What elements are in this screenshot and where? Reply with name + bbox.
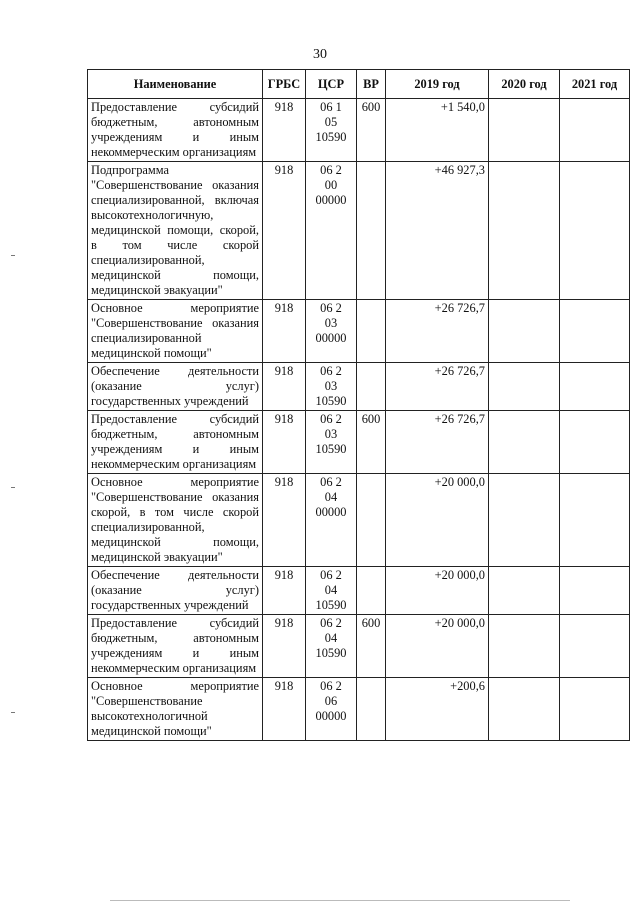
header-name: Наименование (88, 70, 263, 99)
row-grbs: 918 (263, 615, 306, 678)
row-2021 (560, 678, 630, 741)
header-csr: ЦСР (306, 70, 357, 99)
row-name: Обеспечение деятельности (оказание услуг) государственных учреждений (88, 363, 263, 411)
row-vr (357, 162, 386, 300)
row-vr (357, 300, 386, 363)
header-vr: ВР (357, 70, 386, 99)
row-grbs: 918 (263, 474, 306, 567)
row-2019: +26 726,7 (386, 411, 489, 474)
row-csr: 06 2 04 10590 (306, 615, 357, 678)
row-2019: +20 000,0 (386, 474, 489, 567)
row-name: Обеспечение деятельности (оказание услуг) государственных учреждений (88, 567, 263, 615)
page-number: 30 (313, 47, 327, 62)
table-row (88, 300, 630, 363)
row-2019: +20 000,0 (386, 615, 489, 678)
row-name: Предоставление субсидий бюджетным, автономным учреждениям и иным некоммерческим организациям (88, 99, 263, 162)
row-2021 (560, 162, 630, 300)
header-2021: 2021 год (560, 70, 630, 99)
row-grbs: 918 (263, 99, 306, 162)
row-vr (357, 567, 386, 615)
row-csr: 06 2 04 10590 (306, 567, 357, 615)
row-vr: 600 (357, 411, 386, 474)
row-2021 (560, 615, 630, 678)
header-2020: 2020 год (489, 70, 560, 99)
row-vr (357, 363, 386, 411)
row-2019: +26 726,7 (386, 363, 489, 411)
scan-edge-line (110, 900, 570, 901)
row-2020 (489, 363, 560, 411)
row-2019: +1 540,0 (386, 99, 489, 162)
row-2021 (560, 300, 630, 363)
table-row (88, 99, 630, 162)
table-header-row (88, 70, 630, 99)
row-grbs: 918 (263, 678, 306, 741)
row-grbs: 918 (263, 567, 306, 615)
scan-mark (11, 255, 15, 256)
row-name: Подпрограмма "Совершенствование оказания специализированной, включая высокотехнологичную, медицинской помощи, скорой, в том числе скорой специализированной, медицинской помощи, медицинской эвакуации" (88, 162, 263, 300)
row-vr (357, 678, 386, 741)
row-2019: +20 000,0 (386, 567, 489, 615)
row-name: Основное мероприятие "Совершенствование оказания скорой, в том числе скорой специализированной, медицинской помощи, медицинской эвакуации" (88, 474, 263, 567)
header-grbs: ГРБС (263, 70, 306, 99)
row-2019: +26 726,7 (386, 300, 489, 363)
row-csr: 06 2 03 00000 (306, 300, 357, 363)
row-grbs: 918 (263, 411, 306, 474)
row-vr: 600 (357, 99, 386, 162)
table-row (88, 162, 630, 300)
row-2021 (560, 567, 630, 615)
row-2021 (560, 411, 630, 474)
row-csr: 06 2 03 10590 (306, 363, 357, 411)
table-row (88, 615, 630, 678)
row-2021 (560, 474, 630, 567)
row-csr: 06 2 00 00000 (306, 162, 357, 300)
budget-table (87, 69, 630, 741)
row-grbs: 918 (263, 363, 306, 411)
row-2020 (489, 99, 560, 162)
row-2020 (489, 474, 560, 567)
row-2021 (560, 99, 630, 162)
row-name: Предоставление субсидий бюджетным, автономным учреждениям и иным некоммерческим организациям (88, 615, 263, 678)
row-2020 (489, 300, 560, 363)
row-vr (357, 474, 386, 567)
header-2019: 2019 год (386, 70, 489, 99)
table-row (88, 411, 630, 474)
row-csr: 06 1 05 10590 (306, 99, 357, 162)
scan-mark (11, 487, 15, 488)
row-grbs: 918 (263, 162, 306, 300)
table-row (88, 678, 630, 741)
row-name: Предоставление субсидий бюджетным, автономным учреждениям и иным некоммерческим организациям (88, 411, 263, 474)
row-2020 (489, 678, 560, 741)
table-row (88, 567, 630, 615)
row-name: Основное мероприятие "Совершенствование высокотехнологичной медицинской помощи" (88, 678, 263, 741)
row-vr: 600 (357, 615, 386, 678)
row-csr: 06 2 06 00000 (306, 678, 357, 741)
row-2020 (489, 615, 560, 678)
row-2020 (489, 411, 560, 474)
row-2019: +46 927,3 (386, 162, 489, 300)
table-row (88, 474, 630, 567)
scan-mark (11, 712, 15, 713)
row-2021 (560, 363, 630, 411)
row-csr: 06 2 03 10590 (306, 411, 357, 474)
row-2019: +200,6 (386, 678, 489, 741)
row-2020 (489, 567, 560, 615)
row-csr: 06 2 04 00000 (306, 474, 357, 567)
row-name: Основное мероприятие "Совершенствование оказания специализированной медицинской помощи" (88, 300, 263, 363)
row-2020 (489, 162, 560, 300)
table-row (88, 363, 630, 411)
row-grbs: 918 (263, 300, 306, 363)
